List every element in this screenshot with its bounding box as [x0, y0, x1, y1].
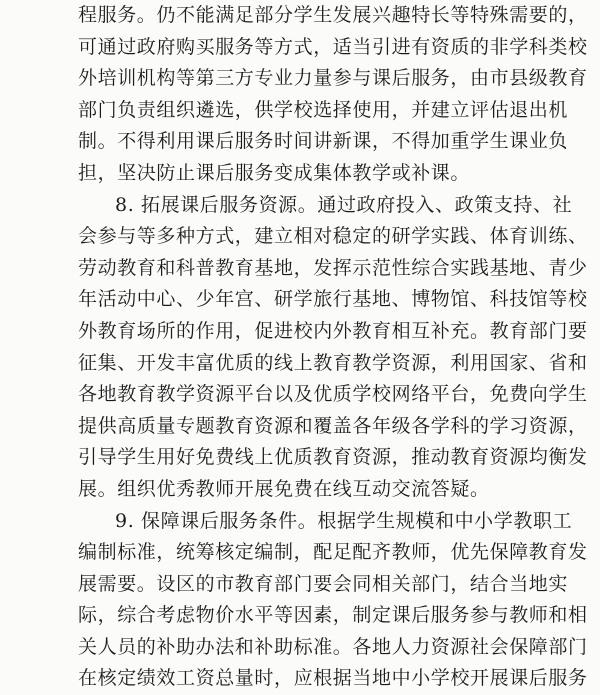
text-line: 征集、开发丰富优质的线上教育教学资源，利用国家、省和 [78, 351, 588, 374]
text-line: 展。组织优秀教师开展免费在线互动交流答疑。 [78, 477, 490, 500]
text-line: 关人员的补助办法和补助标准。各地人力资源社会保障部门 [78, 635, 588, 658]
text-line: 外培训机构等第三方专业力量参与课后服务，由市县级教育 [78, 67, 588, 90]
text-line: 可通过政府购买服务等方式，适当引进有资质的非学科类校 [78, 35, 588, 58]
text-line: 编制标准，统筹核定编制，配足配齐教师，优先保障教育发 [78, 541, 588, 564]
text-line: 会参与等多种方式，建立相对稳定的研学实践、体育训练、 [78, 225, 588, 248]
paragraph-heading-line: 8. 拓展课后服务资源。通过政府投入、政策支持、社 [115, 193, 573, 216]
text-line: 年活动中心、少年宫、研学旅行基地、博物馆、科技馆等校 [78, 288, 588, 311]
text-line: 担，坚决防止课后服务变成集体教学或补课。 [78, 161, 471, 184]
text-line: 在核定绩效工资总量时，应根据当地中小学校开展课后服务 [78, 667, 588, 690]
text-line: 部门负责组织遴选，供学校选择使用，并建立评估退出机 [78, 98, 569, 121]
body-text [78, 0, 588, 695]
paragraph-heading-line: 9. 保障课后服务条件。根据学生规模和中小学教职工 [115, 509, 573, 532]
text-line: 际，综合考虑物价水平等因素，制定课后服务参与教师和相 [78, 604, 588, 627]
text-line: 各地教育教学资源平台以及优质学校网络平台，免费向学生 [78, 383, 588, 406]
text-line: 程服务。仍不能满足部分学生发展兴趣特长等特殊需要的， [78, 4, 588, 26]
text-line: 展需要。设区的市教育部门要会同相关部门，结合当地实 [78, 572, 569, 595]
text-line: 引导学生用好免费线上优质教育资源，推动教育资源均衡发 [78, 446, 588, 469]
text-line: 劳动教育和科普教育基地，发挥示范性综合实践基地、青少 [78, 256, 588, 279]
text-line: 提供高质量专题教育资源和覆盖各年级各学科的学习资源， [78, 414, 588, 437]
text-line: 制。不得利用课后服务时间讲新课，不得加重学生课业负 [78, 130, 569, 153]
text-line: 外教育场所的作用，促进校内外教育相互补充。教育部门要 [78, 319, 588, 342]
